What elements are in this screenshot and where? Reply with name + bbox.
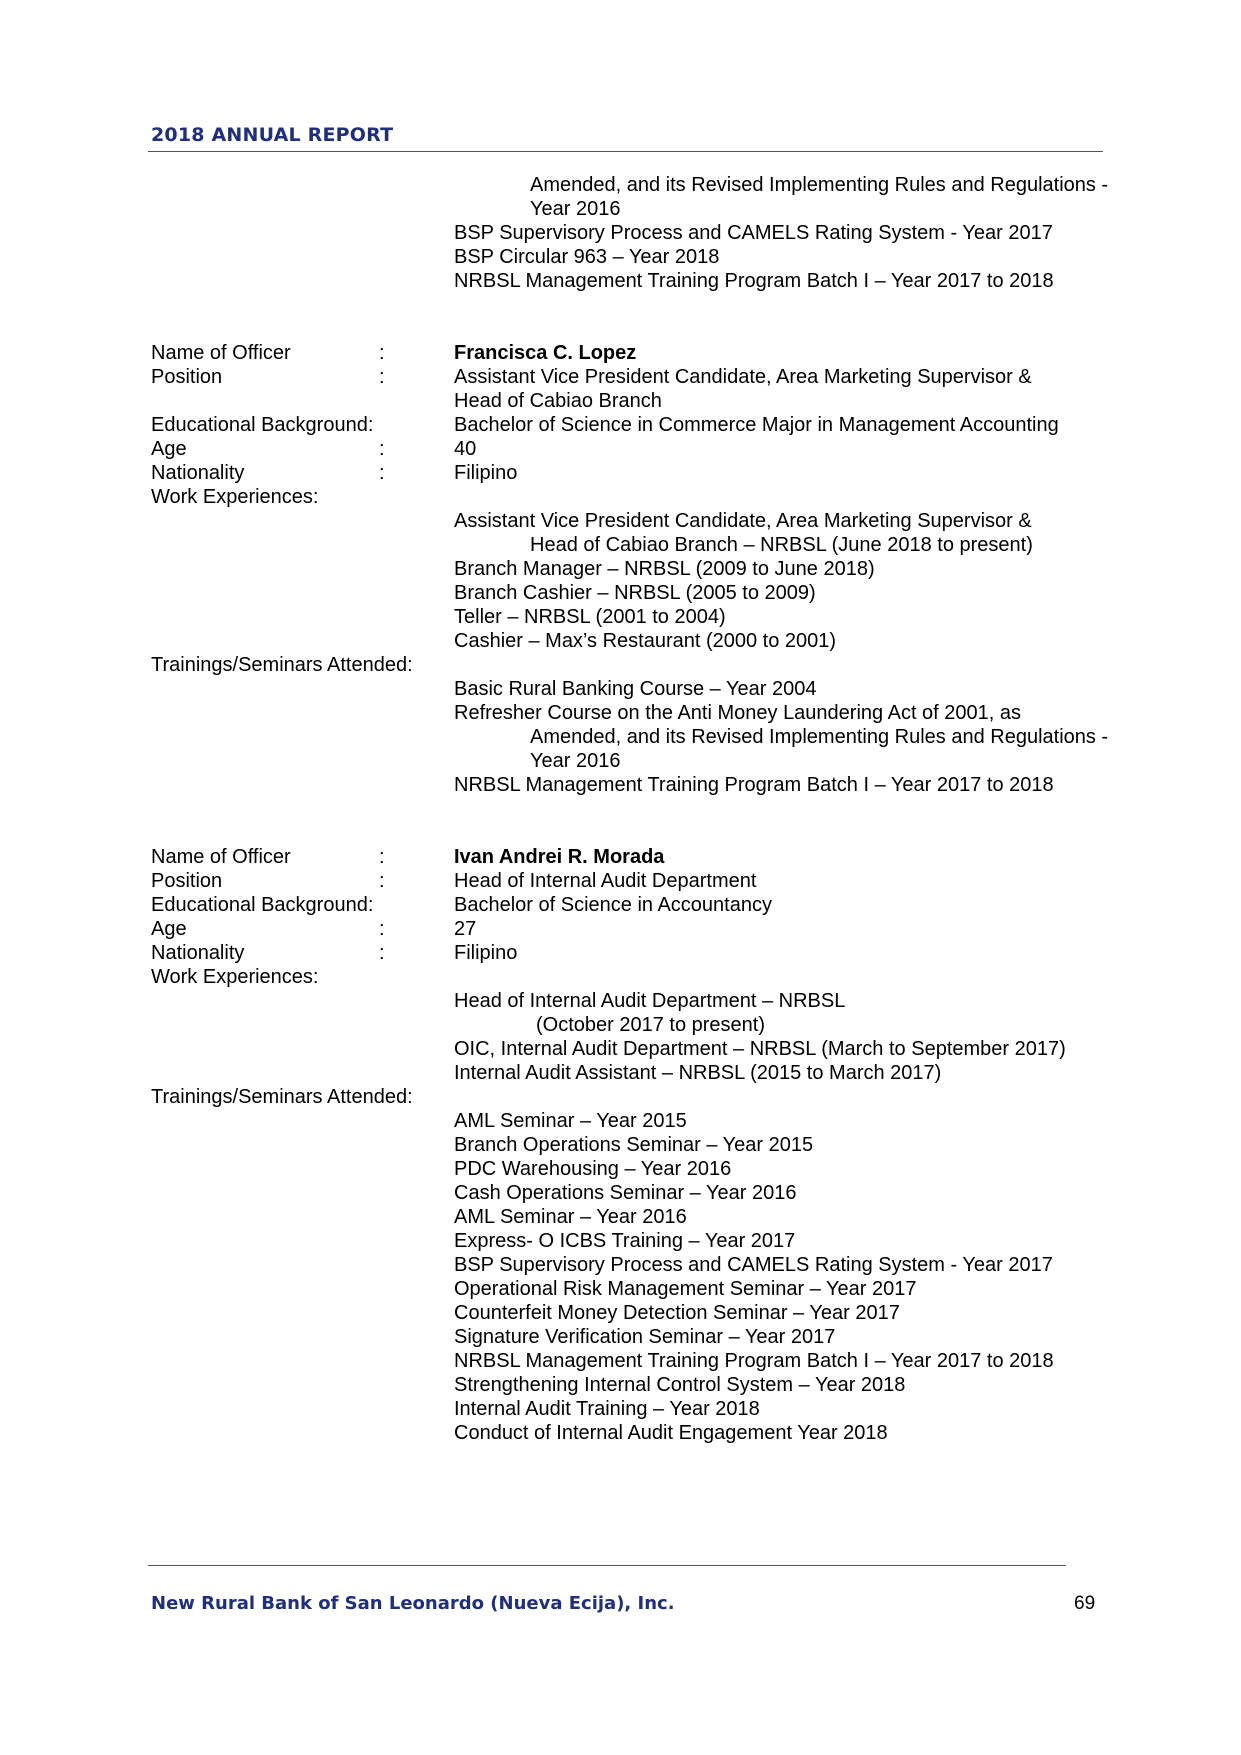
footer-divider [148, 1565, 1066, 1566]
training-line: Year 2016 [530, 750, 621, 772]
work-line: OIC, Internal Audit Department – NRBSL (March to September 2017) [454, 1038, 1066, 1060]
colon: : [379, 870, 385, 892]
work-line: Branch Cashier – NRBSL (2005 to 2009) [454, 582, 816, 604]
label-position: Position [151, 870, 223, 892]
header-divider [148, 151, 1103, 152]
footer-organization: New Rural Bank of San Leonardo (Nueva Ecija), Inc. [151, 1593, 675, 1614]
continuation-line: Year 2016 [530, 198, 621, 220]
officer-education: Bachelor of Science in Commerce Major in Management Accounting [454, 414, 1059, 436]
colon: : [379, 342, 385, 364]
training-line: PDC Warehousing – Year 2016 [454, 1158, 732, 1180]
colon: : [379, 846, 385, 868]
continuation-line: NRBSL Management Training Program Batch I – Year 2017 to 2018 [454, 270, 1054, 292]
training-line: Counterfeit Money Detection Seminar – Year 2017 [454, 1302, 900, 1324]
continuation-line: Amended, and its Revised Implementing Rules and Regulations - [530, 174, 1109, 196]
work-line: (October 2017 to present) [536, 1014, 766, 1036]
label-education: Educational Background: [151, 894, 374, 916]
officer-education: Bachelor of Science in Accountancy [454, 894, 772, 916]
training-line: NRBSL Management Training Program Batch I – Year 2017 to 2018 [454, 1350, 1054, 1372]
training-line: Express- O ICBS Training – Year 2017 [454, 1230, 796, 1252]
work-line: Internal Audit Assistant – NRBSL (2015 to March 2017) [454, 1062, 942, 1084]
work-line: Head of Internal Audit Department – NRBSL [454, 990, 846, 1012]
colon: : [379, 462, 385, 484]
training-line: Operational Risk Management Seminar – Year 2017 [454, 1278, 917, 1300]
training-line: Conduct of Internal Audit Engagement Year 2018 [454, 1422, 888, 1444]
training-line: BSP Supervisory Process and CAMELS Rating System - Year 2017 [454, 1254, 1053, 1276]
colon: : [379, 438, 385, 460]
officer-age: 40 [454, 438, 477, 460]
label-nationality: Nationality [151, 462, 245, 484]
training-line: NRBSL Management Training Program Batch I – Year 2017 to 2018 [454, 774, 1054, 796]
continuation-line: BSP Circular 963 – Year 2018 [454, 246, 720, 268]
officer-nationality: Filipino [454, 942, 518, 964]
training-line: Amended, and its Revised Implementing Rules and Regulations - [530, 726, 1109, 748]
work-line: Cashier – Max’s Restaurant (2000 to 2001) [454, 630, 837, 652]
work-line: Head of Cabiao Branch – NRBSL (June 2018 to present) [530, 534, 1033, 556]
colon: : [379, 918, 385, 940]
training-line: AML Seminar – Year 2016 [454, 1206, 687, 1228]
officer-age: 27 [454, 918, 477, 940]
label-age: Age [151, 918, 187, 940]
work-line: Assistant Vice President Candidate, Area Marketing Supervisor & [454, 510, 1032, 532]
label-trainings: Trainings/Seminars Attended: [151, 654, 413, 676]
page-number: 69 [1074, 1593, 1096, 1614]
officer-name: Ivan Andrei R. Morada [454, 846, 665, 868]
label-name: Name of Officer [151, 342, 291, 364]
label-position: Position [151, 366, 223, 388]
label-education: Educational Background: [151, 414, 374, 436]
training-line: Basic Rural Banking Course – Year 2004 [454, 678, 817, 700]
work-line: Teller – NRBSL (2001 to 2004) [454, 606, 726, 628]
colon: : [379, 942, 385, 964]
label-trainings: Trainings/Seminars Attended: [151, 1086, 413, 1108]
label-name: Name of Officer [151, 846, 291, 868]
officer-position: Head of Internal Audit Department [454, 870, 757, 892]
training-line: Internal Audit Training – Year 2018 [454, 1398, 760, 1420]
training-line: Cash Operations Seminar – Year 2016 [454, 1182, 797, 1204]
training-line: AML Seminar – Year 2015 [454, 1110, 687, 1132]
officer-nationality: Filipino [454, 462, 518, 484]
officer-position: Assistant Vice President Candidate, Area Marketing Supervisor & [454, 366, 1032, 388]
label-nationality: Nationality [151, 942, 245, 964]
training-line: Refresher Course on the Anti Money Laundering Act of 2001, as [454, 702, 1022, 724]
training-line: Branch Operations Seminar – Year 2015 [454, 1134, 814, 1156]
officer-name: Francisca C. Lopez [454, 342, 637, 364]
colon: : [379, 366, 385, 388]
label-work: Work Experiences: [151, 966, 319, 988]
continuation-line: BSP Supervisory Process and CAMELS Rating System - Year 2017 [454, 222, 1053, 244]
label-age: Age [151, 438, 187, 460]
label-work: Work Experiences: [151, 486, 319, 508]
report-title: 2018 ANNUAL REPORT [151, 124, 394, 146]
officer-position: Head of Cabiao Branch [454, 390, 662, 412]
work-line: Branch Manager – NRBSL (2009 to June 2018) [454, 558, 875, 580]
training-line: Signature Verification Seminar – Year 2017 [454, 1326, 836, 1348]
training-line: Strengthening Internal Control System – Year 2018 [454, 1374, 906, 1396]
